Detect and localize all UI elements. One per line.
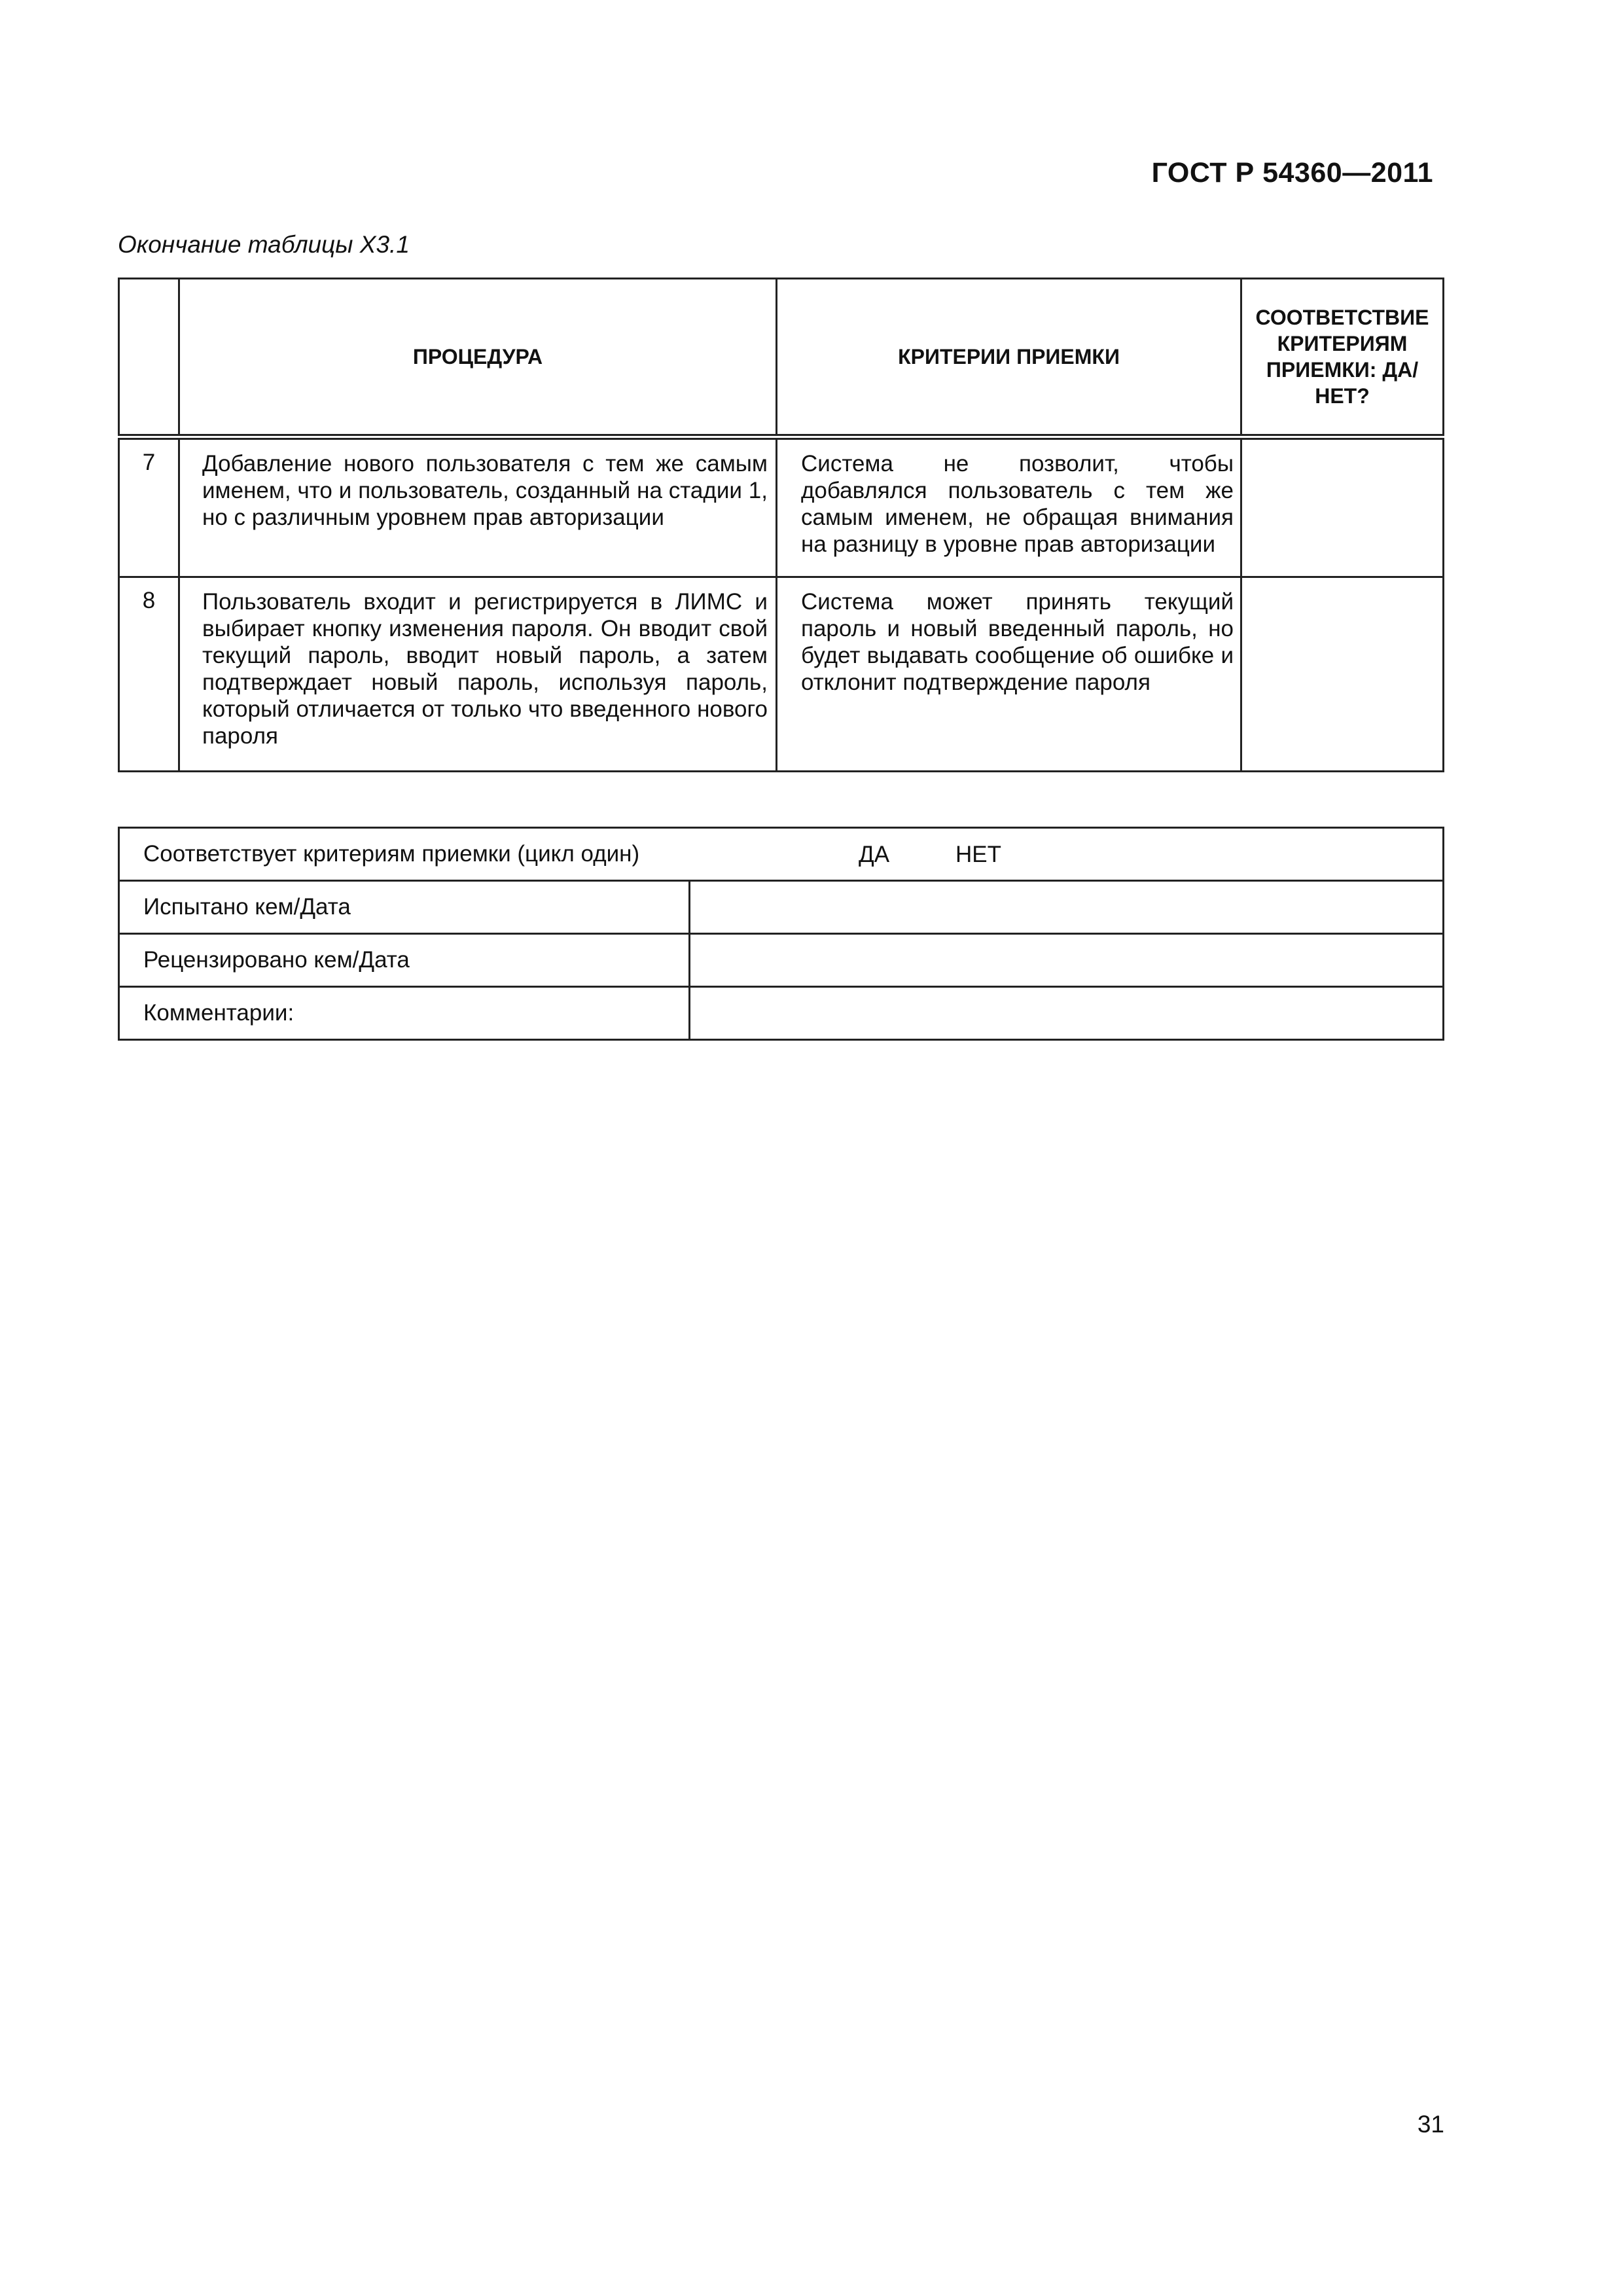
comments-field[interactable] [690, 987, 1444, 1040]
row-criteria: Система не позволит, чтобы добавлялся пользователь с тем же самым именем, не обращая внимания на разницу в уровне прав авторизации [777, 437, 1241, 577]
tested-by-field[interactable] [690, 881, 1444, 934]
row-procedure: Добавление нового пользователя с тем же самым именем, что и пользователь, созданный на стадии 1, но с различным уровнем прав авторизации [179, 437, 777, 577]
summary-table [118, 827, 1444, 1041]
header-match: СООТВЕТСТВИЕ КРИТЕРИЯМ ПРИЕМКИ: ДА/НЕТ? [1241, 279, 1444, 437]
table-header-row [119, 279, 1444, 437]
header-criteria: КРИТЕРИИ ПРИЕМКИ [777, 279, 1241, 437]
acceptance-label: Соответствует критериям приемки (цикл один) [143, 841, 640, 867]
acceptance-row [119, 828, 1444, 881]
table-caption: Окончание таблицы Х3.1 [118, 231, 410, 258]
procedure-table [118, 278, 1444, 772]
row-criteria: Система может принять текущий пароль и новый введенный пароль, но будет выдавать сообщение об ошибке и отклонит подтверждение пароля [777, 577, 1241, 772]
table-row [119, 437, 1444, 577]
reviewed-by-field[interactable] [690, 934, 1444, 987]
row-number: 7 [119, 437, 179, 577]
header-procedure: ПРОЦЕДУРА [179, 279, 777, 437]
page-number: 31 [1417, 2111, 1444, 2138]
table-row [119, 577, 1444, 772]
row-match-cell[interactable] [1241, 577, 1444, 772]
header-number [119, 279, 179, 437]
comments-row [119, 987, 1444, 1040]
row-match-cell[interactable] [1241, 437, 1444, 577]
yes-option[interactable]: ДА [859, 842, 890, 867]
reviewed-by-label: Рецензировано кем/Дата [119, 934, 690, 987]
row-number: 8 [119, 577, 179, 772]
tested-by-label: Испытано кем/Дата [119, 881, 690, 934]
no-option[interactable]: НЕТ [955, 842, 1001, 867]
reviewed-by-row [119, 934, 1444, 987]
acceptance-cell [119, 828, 1444, 881]
tested-by-row [119, 881, 1444, 934]
comments-label: Комментарии: [119, 987, 690, 1040]
document-code: ГОСТ Р 54360—2011 [1151, 157, 1433, 188]
row-procedure: Пользователь входит и регистрируется в ЛИМС и выбирает кнопку изменения пароля. Он вводит свой текущий пароль, вводит новый пароль, а затем подтверждает новый пароль, используя пароль, который отличается от только что введенного нового пароля [179, 577, 777, 772]
